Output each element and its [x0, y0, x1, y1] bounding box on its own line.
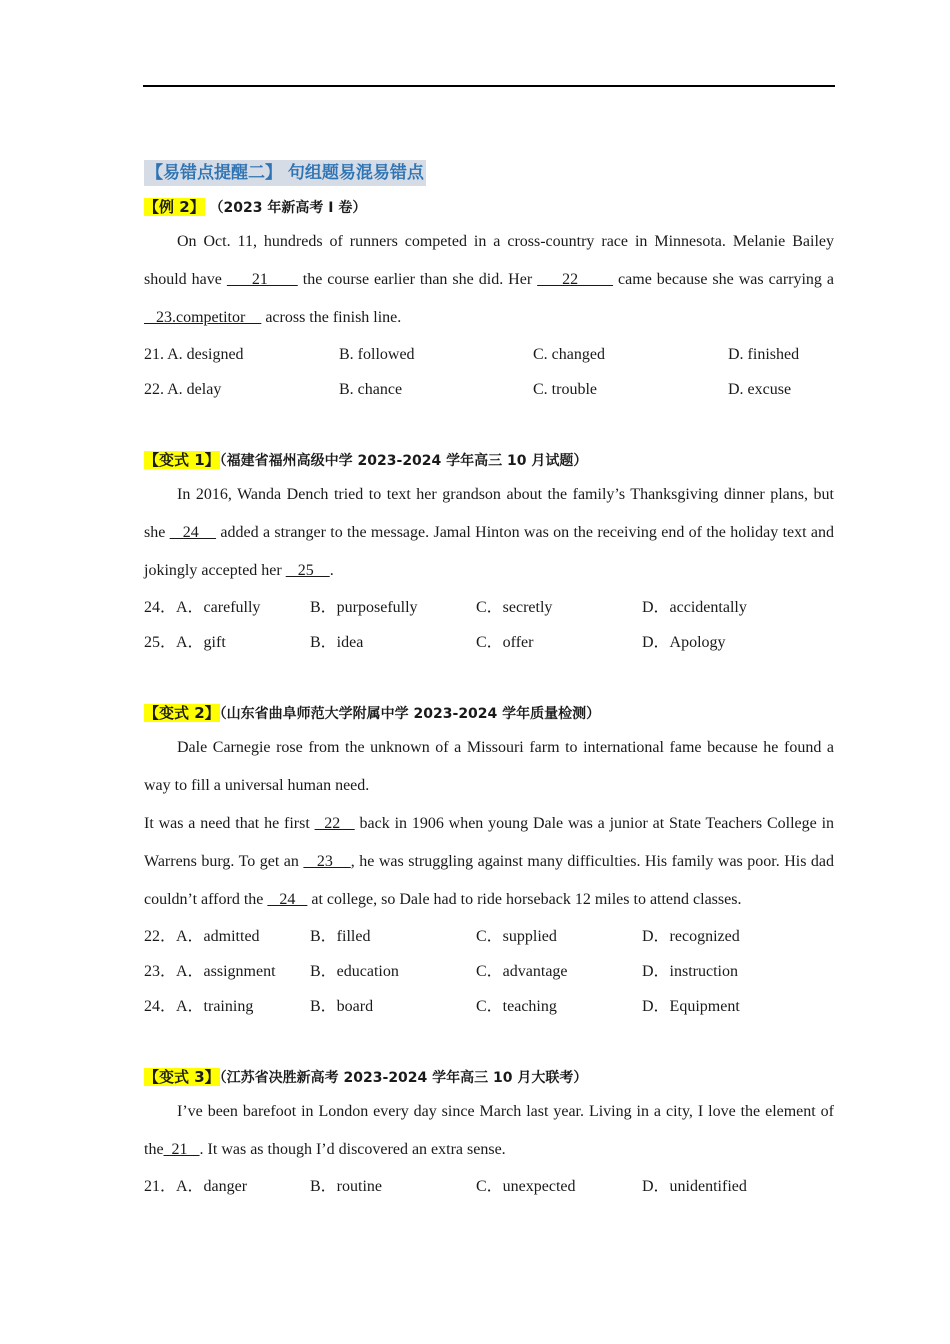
- exercise-block: [144, 700, 834, 1024]
- answer-option: B．filled: [310, 928, 371, 945]
- passage-paragraph: [144, 476, 834, 590]
- answer-option: D．instruction: [642, 963, 738, 980]
- answer-option: B．purposefully: [310, 599, 418, 616]
- answer-option: 23．A．assignment: [144, 963, 276, 980]
- question-options-row: [144, 919, 834, 954]
- answer-blank: 25: [285, 562, 330, 579]
- block-spacer: [144, 407, 834, 445]
- answer-option: C. changed: [533, 346, 605, 363]
- answer-option: D．unidentified: [642, 1178, 747, 1195]
- question-options-row: [144, 625, 834, 660]
- answer-option: B. chance: [339, 381, 403, 398]
- exercise-tag: 【变式 1】: [144, 451, 220, 469]
- answer-option: C．offer: [476, 634, 534, 651]
- answer-blank: 23: [303, 853, 351, 870]
- exercise-source: （2023 年新高考 I 卷）: [204, 200, 367, 216]
- exercise-source: （福建省福州高级中学 2023-2024 学年高三 10 月试题）: [219, 453, 588, 469]
- passage-text: In 2016, Wanda Dench tried to text her grandson about the family’s Thanksgiving dinner plans, but she: [144, 486, 834, 541]
- passage-text: Dale Carnegie rose from the unknown of a Missouri farm to international fame because he found a way to fill a universal human need.: [144, 739, 834, 794]
- answer-option: C．teaching: [476, 998, 557, 1015]
- passage-text: . It was as though I’d discovered an extra sense.: [199, 1141, 506, 1158]
- passage-paragraph: [144, 805, 834, 919]
- answer-option: 22．A．admitted: [144, 928, 260, 945]
- answer-option: B．idea: [310, 634, 364, 651]
- answer-option: 24．A．training: [144, 998, 254, 1015]
- answer-option: D. excuse: [728, 381, 792, 398]
- exercise-block: [144, 194, 834, 407]
- answer-option: 22. A. delay: [144, 381, 222, 398]
- passage-text: On Oct. 11, hundreds of runners competed in a cross-country race in Minnesota. Melanie Bailey should have: [144, 233, 834, 288]
- passage-paragraph: [144, 1093, 834, 1169]
- passage-text: across the finish line.: [261, 309, 402, 326]
- exercise-source: （山东省曲阜师范大学附属中学 2023-2024 学年质量检测）: [219, 706, 601, 722]
- answer-blank: 24: [169, 524, 217, 541]
- answer-option: B．routine: [310, 1178, 382, 1195]
- header-rule: [143, 85, 835, 87]
- answer-option: B．board: [310, 998, 374, 1015]
- passage-text: added a stranger to the message. Jamal Hinton was on the receiving end of the holiday text and jokingly accepted her: [144, 524, 835, 579]
- answer-blank: 22: [537, 271, 614, 288]
- answer-option: C．supplied: [476, 928, 557, 945]
- exercise-header: [144, 447, 834, 474]
- exercise-tag: 【例 2】: [144, 198, 205, 216]
- answer-option: C. trouble: [533, 381, 597, 398]
- passage-text: back in 1906 when young Dale was a junior at State Teachers College in Warrens burg. To get an: [144, 815, 835, 870]
- question-options-row: [144, 989, 834, 1024]
- answer-option: D．accidentally: [642, 599, 747, 616]
- answer-option: D．recognized: [642, 928, 740, 945]
- passage-text: , he was struggling against many difficulties. His family was poor. His dad couldn’t afford the: [144, 853, 835, 908]
- exercise-source: （江苏省决胜新高考 2023-2024 学年高三 10 月大联考）: [219, 1070, 588, 1086]
- exercise-tag: 【变式 2】: [144, 704, 220, 722]
- answer-option: 21．A．danger: [144, 1178, 248, 1195]
- exercise-blocks: [144, 194, 834, 1204]
- answer-blank: 23.competitor: [144, 309, 262, 326]
- question-options-row: [144, 590, 834, 625]
- block-spacer: [144, 660, 834, 698]
- answer-blank: 22: [314, 815, 355, 832]
- answer-blank: 24: [267, 891, 308, 908]
- document-page: [144, 160, 834, 1204]
- passage-text: came because she was carrying a: [613, 271, 835, 288]
- passage-text: It was a need that he first: [144, 815, 315, 832]
- answer-blank: 21: [226, 271, 298, 288]
- answer-option: B．education: [310, 963, 399, 980]
- answer-option: C．unexpected: [476, 1178, 576, 1195]
- answer-option: C．advantage: [476, 963, 568, 980]
- answer-option: D．Apology: [642, 634, 726, 651]
- question-options-row: [144, 954, 834, 989]
- passage-paragraph: [144, 729, 834, 805]
- passage-paragraph: [144, 223, 834, 337]
- exercise-tag: 【变式 3】: [144, 1068, 220, 1086]
- answer-option: D．Equipment: [642, 998, 740, 1015]
- passage-text: the course earlier than she did. Her: [297, 271, 538, 288]
- exercise-header: [144, 1064, 834, 1091]
- passage-text: I’ve been barefoot in London every day since March last year. Living in a city, I love the element of the: [144, 1103, 834, 1158]
- section-title: 【易错点提醒二】 句组题易混易错点: [144, 160, 426, 186]
- block-spacer: [144, 1024, 834, 1062]
- answer-option: C．secretly: [476, 599, 553, 616]
- exercise-block: [144, 447, 834, 660]
- question-options-row: [144, 372, 834, 407]
- answer-option: D. finished: [728, 346, 800, 363]
- answer-option: 24．A．carefully: [144, 599, 261, 616]
- exercise-header: [144, 194, 834, 221]
- exercise-header: [144, 700, 834, 727]
- question-options-row: [144, 337, 834, 372]
- answer-option: B. followed: [339, 346, 415, 363]
- passage-text: .: [329, 562, 334, 579]
- exercise-block: [144, 1064, 834, 1204]
- answer-option: 25．A．gift: [144, 634, 226, 651]
- answer-option: 21. A. designed: [144, 346, 244, 363]
- answer-blank: 21: [163, 1141, 200, 1158]
- question-options-row: [144, 1169, 834, 1204]
- passage-text: at college, so Dale had to ride horseback 12 miles to attend classes.: [307, 891, 742, 908]
